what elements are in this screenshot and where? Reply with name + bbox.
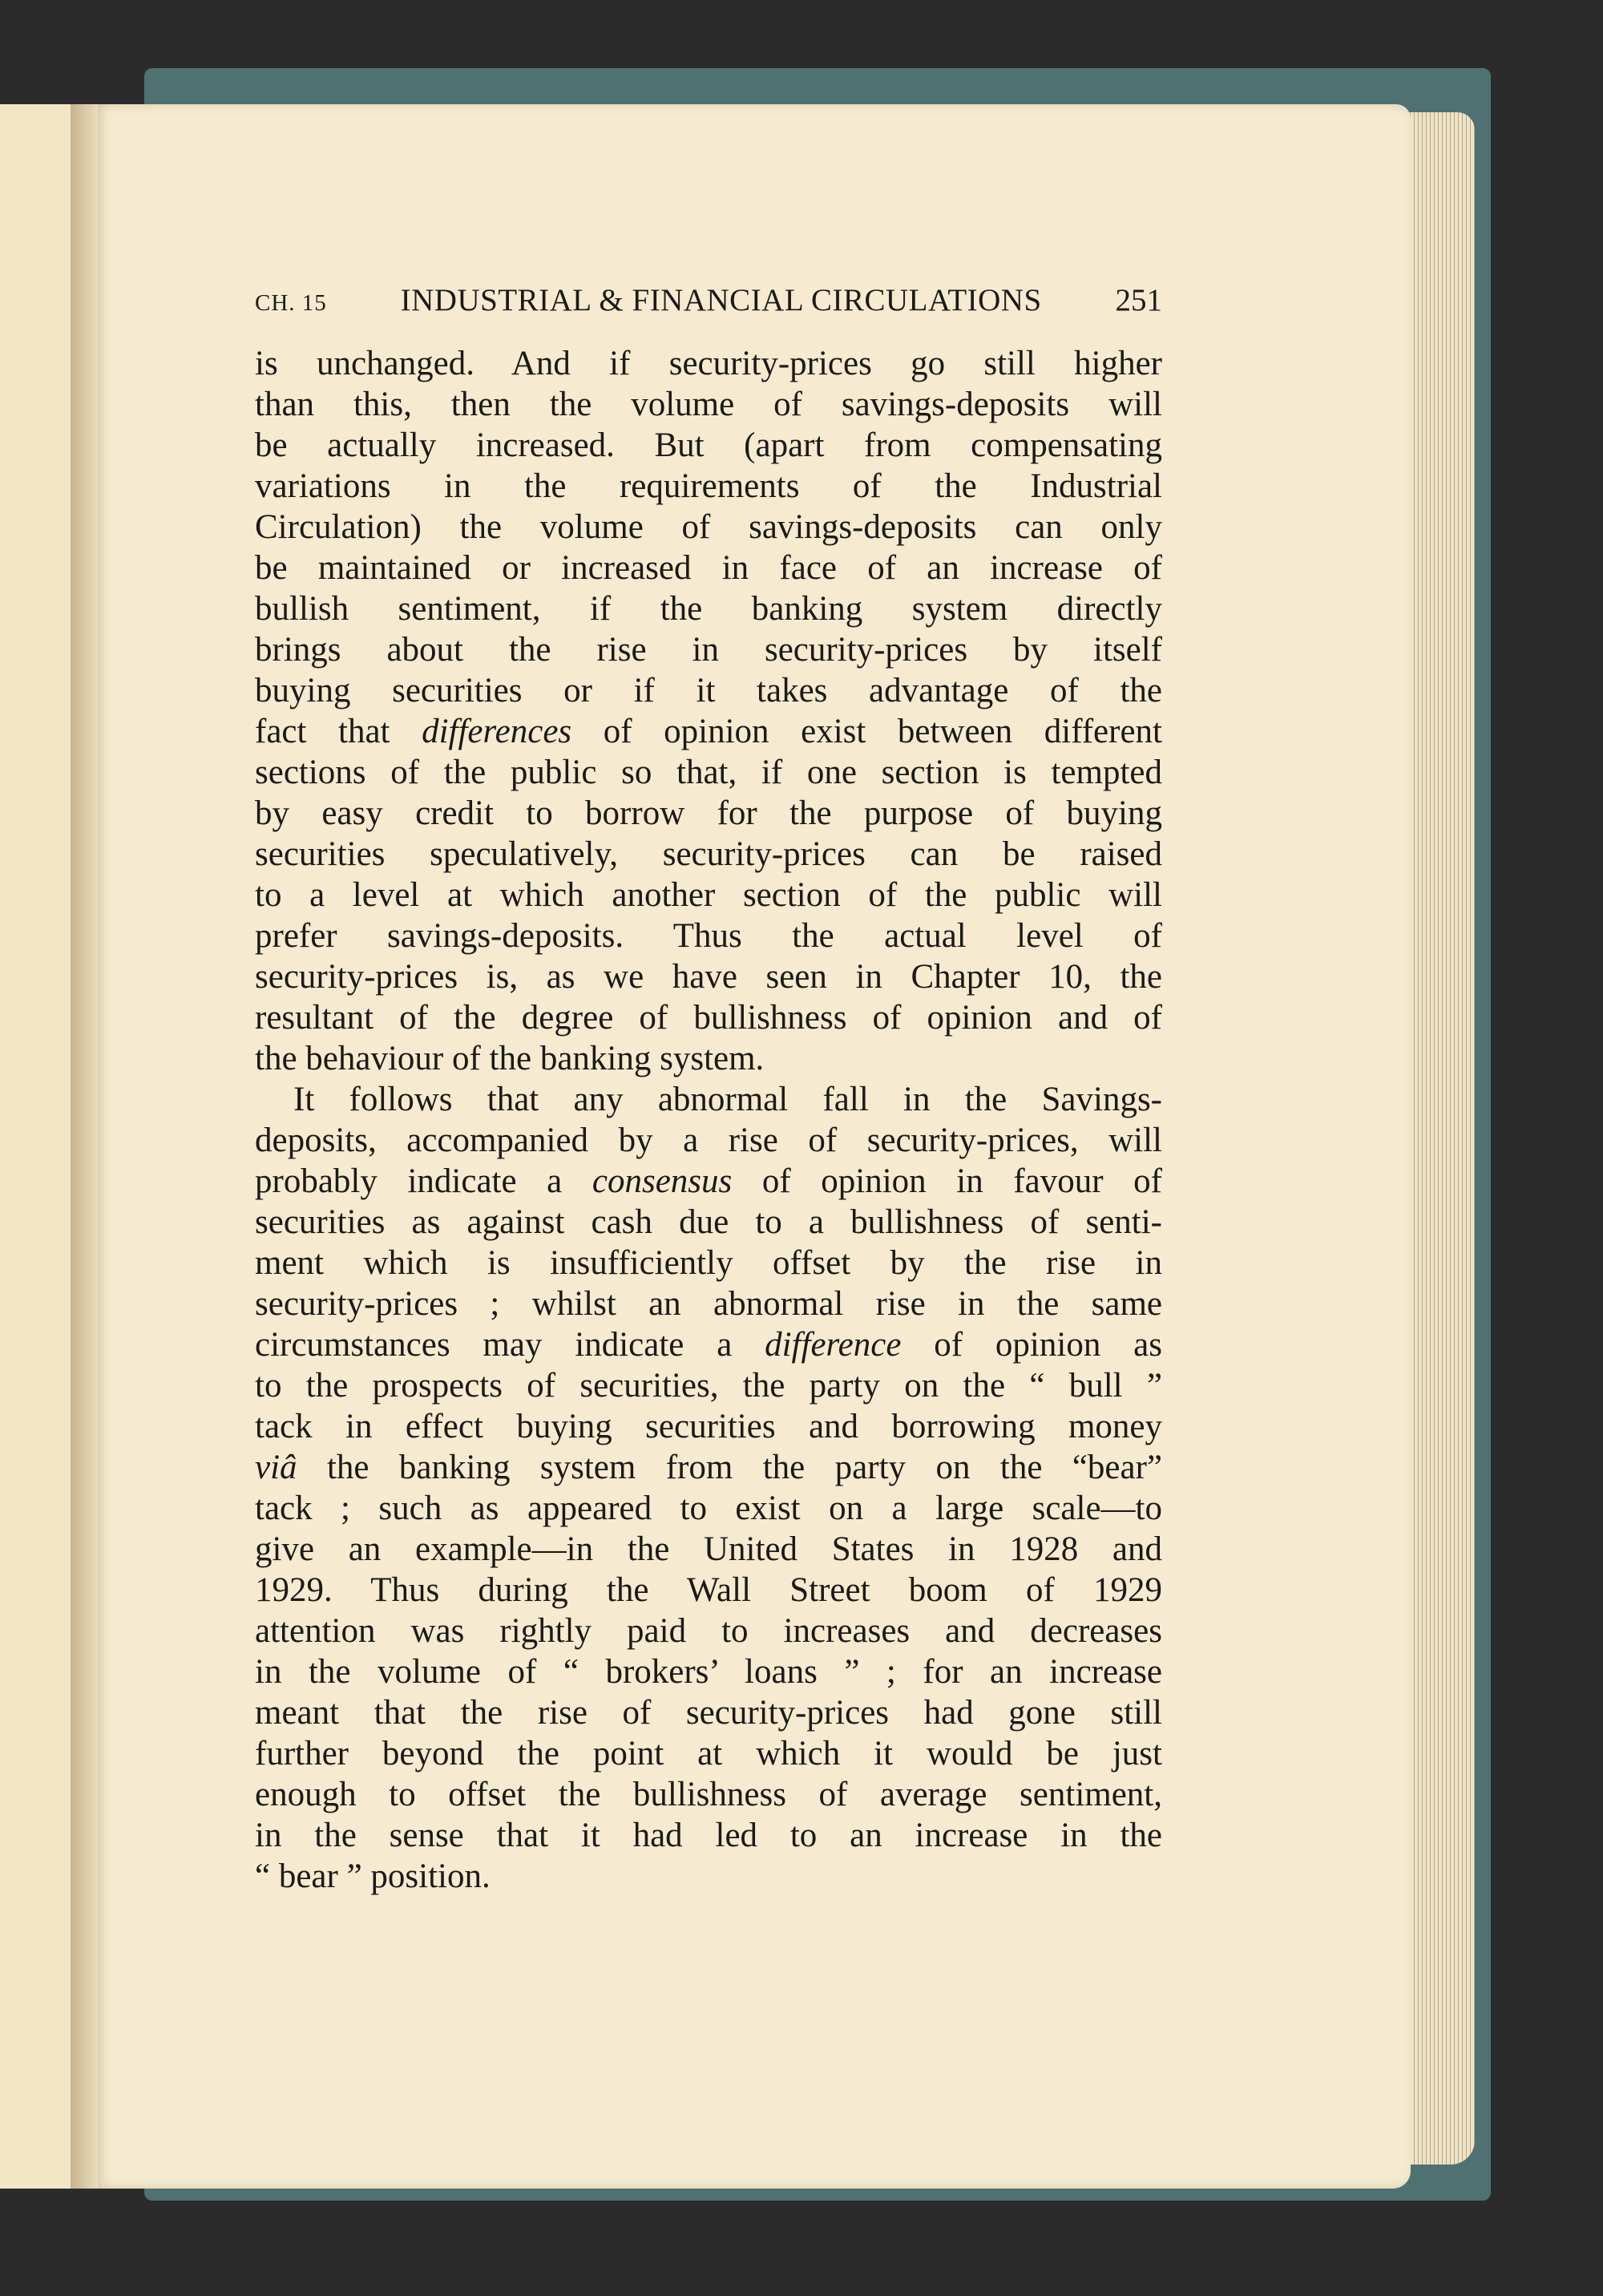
text-line: attention was rightly paid to increases and decreases: [255, 1612, 1162, 1650]
text-line: [255, 1324, 1162, 1365]
text-line: securities as against cash due to a bullishness of senti-: [255, 1203, 1162, 1241]
text-line: It follows that any abnormal fall in the Savings-: [293, 1081, 1162, 1118]
text-line: give an example—in the United States in 1928 and: [255, 1530, 1162, 1568]
left-page-edge: [0, 104, 75, 2189]
text-line: [255, 1161, 1162, 1202]
text-line: security-prices is, as we have seen in Chapter 10, the: [255, 958, 1162, 996]
text-line: in the sense that it had led to an increase in the: [255, 1817, 1162, 1854]
text-run: circumstances may indicate a: [255, 1326, 765, 1364]
book-gutter: [71, 104, 98, 2189]
text-line: the behaviour of the banking system.: [255, 1040, 765, 1077]
italic-term: viâ: [255, 1449, 297, 1486]
text-run: the banking system from the party on the “bear”: [297, 1449, 1162, 1486]
italic-term: consensus: [592, 1162, 733, 1200]
text-line: tack in effect buying securities and borrowing money: [255, 1408, 1162, 1445]
text-line: sections of the public so that, if one section is tempted: [255, 754, 1162, 791]
text-line: variations in the requirements of the Industrial: [255, 467, 1162, 505]
text-line: by easy credit to borrow for the purpose of buying: [255, 794, 1162, 832]
text-line: enough to offset the bullishness of average sentiment,: [255, 1776, 1162, 1813]
chapter-label: CH. 15: [255, 290, 327, 316]
italic-term: difference: [765, 1326, 902, 1364]
text-run: of opinion as: [901, 1326, 1162, 1364]
text-line: prefer savings-deposits. Thus the actual level of: [255, 917, 1162, 955]
text-line: [255, 1447, 1162, 1488]
text-line: meant that the rise of security-prices had gone still: [255, 1694, 1162, 1732]
text-line: ment which is insufficiently offset by the rise in: [255, 1244, 1162, 1282]
text-line: securities speculatively, security-prices can be raised: [255, 835, 1162, 873]
text-line: resultant of the degree of bullishness of opinion and of: [255, 999, 1162, 1037]
text-line: Circulation) the volume of savings-deposits can only: [255, 508, 1162, 546]
text-line: be maintained or increased in face of an increase of: [255, 549, 1162, 587]
body-text: [255, 343, 1162, 1897]
text-run: fact that: [255, 713, 422, 750]
text-line: 1929. Thus during the Wall Street boom of 1929: [255, 1571, 1162, 1609]
text-line: “ bear ” position.: [255, 1857, 491, 1895]
text-line: further beyond the point at which it would be just: [255, 1735, 1162, 1773]
text-line: security-prices ; whilst an abnormal rise in the same: [255, 1285, 1162, 1323]
page-number: 251: [1115, 283, 1162, 317]
text-line: deposits, accompanied by a rise of security-prices, will: [255, 1122, 1162, 1159]
text-run: of opinion in favour of: [732, 1162, 1162, 1200]
text-line: in the volume of “ brokers’ loans ” ; for an increase: [255, 1653, 1162, 1691]
text-line: bullish sentiment, if the banking system directly: [255, 590, 1162, 628]
text-line: be actually increased. But (apart from compensating: [255, 426, 1162, 464]
text-line: brings about the rise in security-prices by itself: [255, 631, 1162, 669]
text-line: to a level at which another section of the public will: [255, 876, 1162, 914]
text-line: to the prospects of securities, the party on the “ bull ”: [255, 1367, 1162, 1405]
running-header: [255, 282, 1162, 319]
text-run: probably indicate a: [255, 1162, 592, 1200]
text-line: buying securities or if it takes advantage of the: [255, 672, 1162, 709]
text-run: of opinion exist between different: [571, 713, 1162, 750]
text-line: [255, 711, 1162, 752]
running-title: INDUSTRIAL & FINANCIAL CIRCULATIONS: [400, 283, 1042, 317]
text-line: is unchanged. And if security-prices go still higher: [255, 345, 1162, 382]
text-line: than this, then the volume of savings-deposits will: [255, 386, 1162, 423]
text-line: tack ; such as appeared to exist on a large scale—to: [255, 1490, 1162, 1527]
italic-term: differences: [422, 713, 572, 750]
